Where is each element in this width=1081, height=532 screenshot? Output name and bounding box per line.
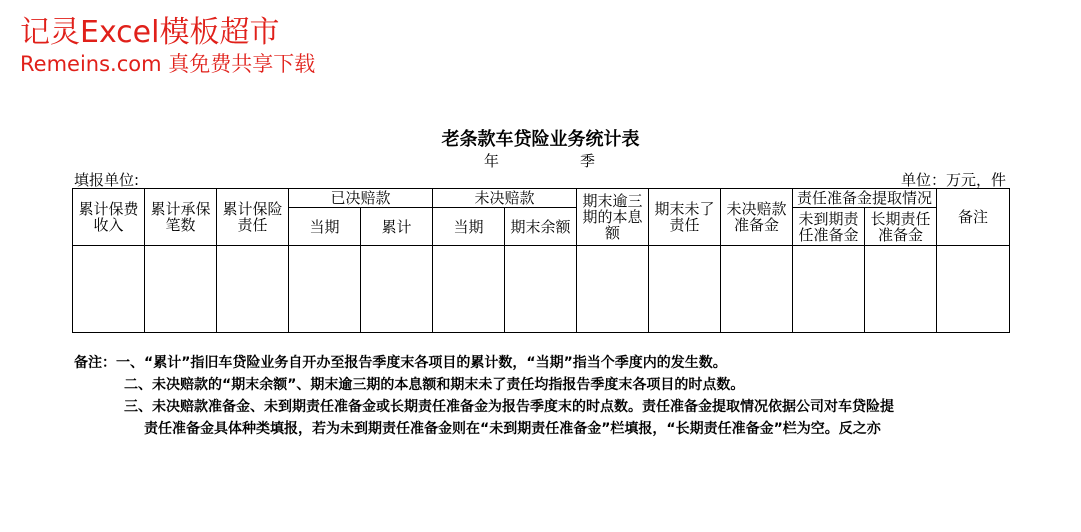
note-line-1: 备注：一、“累计”指旧车贷险业务自开办至报告季度末各项目的累计数，“当期”指当个季度内的发生数。	[74, 355, 727, 371]
statistics-table	[72, 188, 1010, 333]
header-cumulative-liability: 累计保险责任	[217, 189, 289, 246]
data-cell[interactable]	[361, 246, 433, 333]
header-pending-claims: 未决赔款	[433, 189, 577, 208]
period-season: 季	[580, 152, 596, 170]
data-cell[interactable]	[289, 246, 361, 333]
header-cumulative-policies: 累计承保笔数	[145, 189, 217, 246]
table-row	[73, 246, 1010, 333]
unit-label: 单位：万元，件	[900, 171, 1006, 189]
data-cell[interactable]	[793, 246, 865, 333]
watermark-subtitle: Remeins.com 真免费共享下载	[20, 52, 316, 76]
note-line-3: 三、未决赔款准备金、未到期责任准备金或长期责任准备金为报告季度末的时点数。责任准备金提取情况依据公司对车贷险提	[124, 399, 894, 415]
notes-section	[74, 352, 894, 440]
watermark-title: 记灵Excel模板超市	[20, 15, 280, 50]
note-line-4: 责任准备金具体种类填报，若为未到期责任准备金则在“未到期责任准备金”栏填报，“长期责任准备金”栏为空。反之亦	[144, 421, 881, 437]
data-cell[interactable]	[649, 246, 721, 333]
header-reserve-provision: 责任准备金提取情况	[793, 189, 937, 208]
data-cell[interactable]	[73, 246, 145, 333]
header-overdue-three: 期末逾三期的本息额	[577, 189, 649, 246]
header-long-term-reserve: 长期责任准备金	[865, 208, 937, 246]
header-cumulative-premium: 累计保费收入	[73, 189, 145, 246]
data-cell[interactable]	[217, 246, 289, 333]
header-pending-current: 当期	[433, 208, 505, 246]
data-cell[interactable]	[721, 246, 793, 333]
data-cell[interactable]	[505, 246, 577, 333]
note-line-2: 二、未决赔款的“期末余额”、期末逾三期的本息额和期末未了责任均指报告季度末各项目的时点数。	[124, 377, 745, 393]
header-settled-current: 当期	[289, 208, 361, 246]
header-unexpired-reserve: 未到期责任准备金	[793, 208, 865, 246]
document-title: 老条款车贷险业务统计表	[441, 129, 640, 150]
data-cell[interactable]	[937, 246, 1010, 333]
header-settled-cumulative: 累计	[361, 208, 433, 246]
fill-unit-label: 填报单位:	[74, 171, 140, 189]
header-pending-reserve: 未决赔款准备金	[721, 189, 793, 246]
data-cell[interactable]	[145, 246, 217, 333]
data-cell[interactable]	[865, 246, 937, 333]
data-cell[interactable]	[433, 246, 505, 333]
header-remarks: 备注	[937, 189, 1010, 246]
header-row-1	[73, 189, 1010, 208]
period-year: 年	[484, 152, 500, 170]
header-pending-end-balance: 期末余额	[505, 208, 577, 246]
data-cell[interactable]	[577, 246, 649, 333]
header-unexpired-liability: 期末未了责任	[649, 189, 721, 246]
header-settled-claims: 已决赔款	[289, 189, 433, 208]
